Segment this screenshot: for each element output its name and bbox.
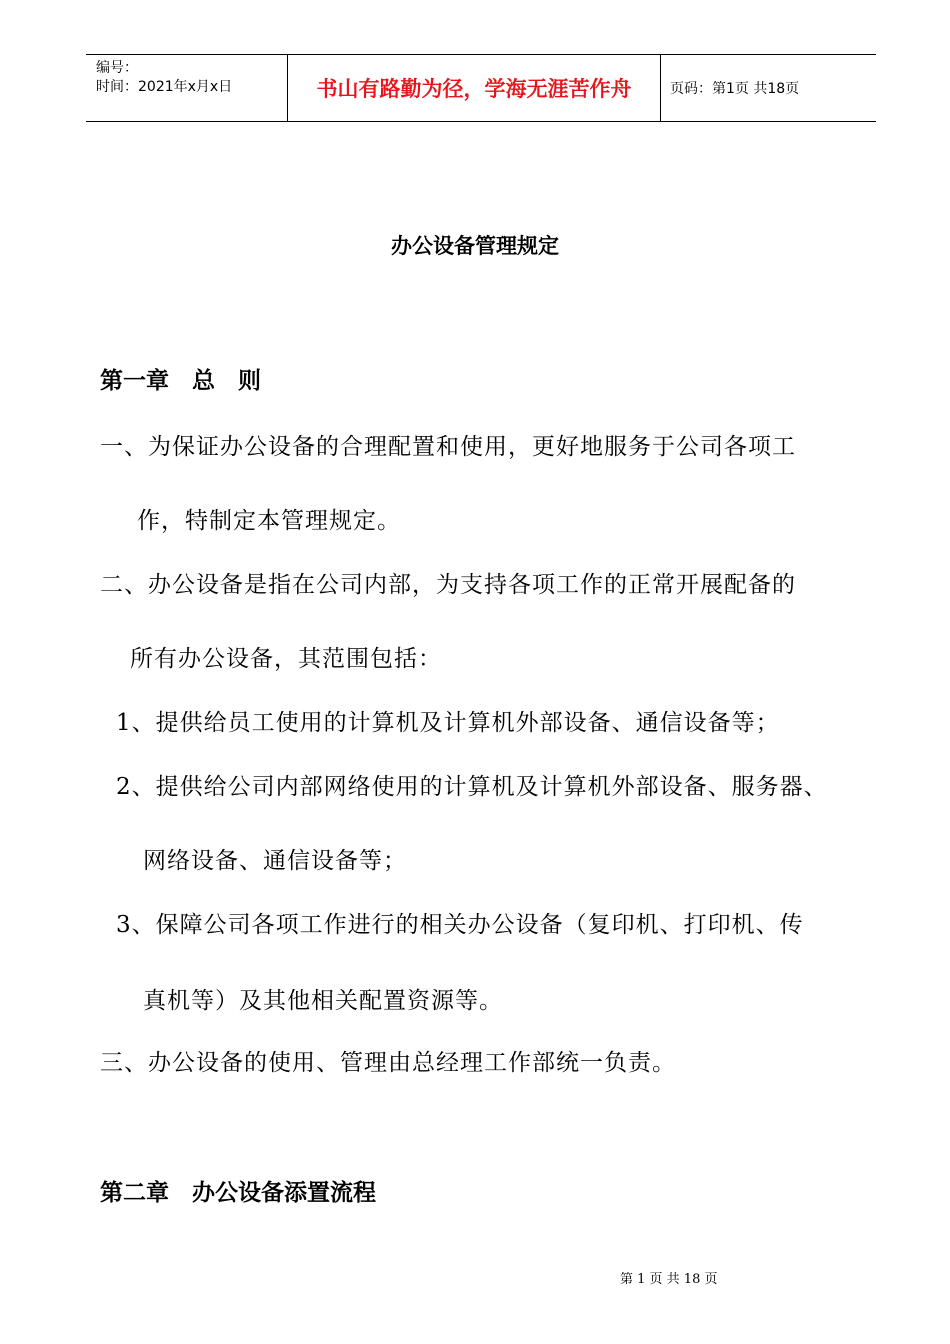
time-label: 时间：2021年x月x日 — [96, 79, 233, 95]
header-motto: 书山有路勤为径，学海无涯苦作舟 — [287, 55, 661, 121]
header-page-info: 页码：第1页 共18页 — [670, 81, 800, 97]
paragraph-line: 所有办公设备，其范围包括： — [130, 646, 442, 672]
chapter-heading-2: 第二章 办公设备添置流程 — [100, 1180, 376, 1206]
paragraph-line: 作，特制定本管理规定。 — [137, 508, 401, 534]
document-title: 办公设备管理规定 — [391, 234, 559, 258]
paragraph-line: 三、办公设备的使用、管理由总经理工作部统一负责。 — [100, 1050, 676, 1076]
paragraph-line: 1、提供给员工使用的计算机及计算机外部设备、通信设备等； — [116, 710, 780, 736]
paragraph-line: 二、办公设备是指在公司内部，为支持各项工作的正常开展配备的 — [100, 572, 796, 598]
number-label: 编号： — [96, 60, 138, 76]
paragraph-line: 真机等）及其他相关配置资源等。 — [143, 988, 503, 1014]
document-header — [86, 54, 876, 122]
paragraph-line: 2、提供给公司内部网络使用的计算机及计算机外部设备、服务器、 — [116, 774, 828, 800]
header-meta — [86, 55, 287, 121]
chapter-heading-1: 第一章 总 则 — [100, 368, 261, 394]
paragraph-line: 一、为保证办公设备的合理配置和使用，更好地服务于公司各项工 — [100, 434, 796, 460]
paragraph-line: 网络设备、通信设备等； — [143, 848, 407, 874]
paragraph-line: 3、保障公司各项工作进行的相关办公设备（复印机、打印机、传 — [116, 912, 804, 938]
page-footer: 第 1 页 共 18 页 — [620, 1272, 718, 1287]
